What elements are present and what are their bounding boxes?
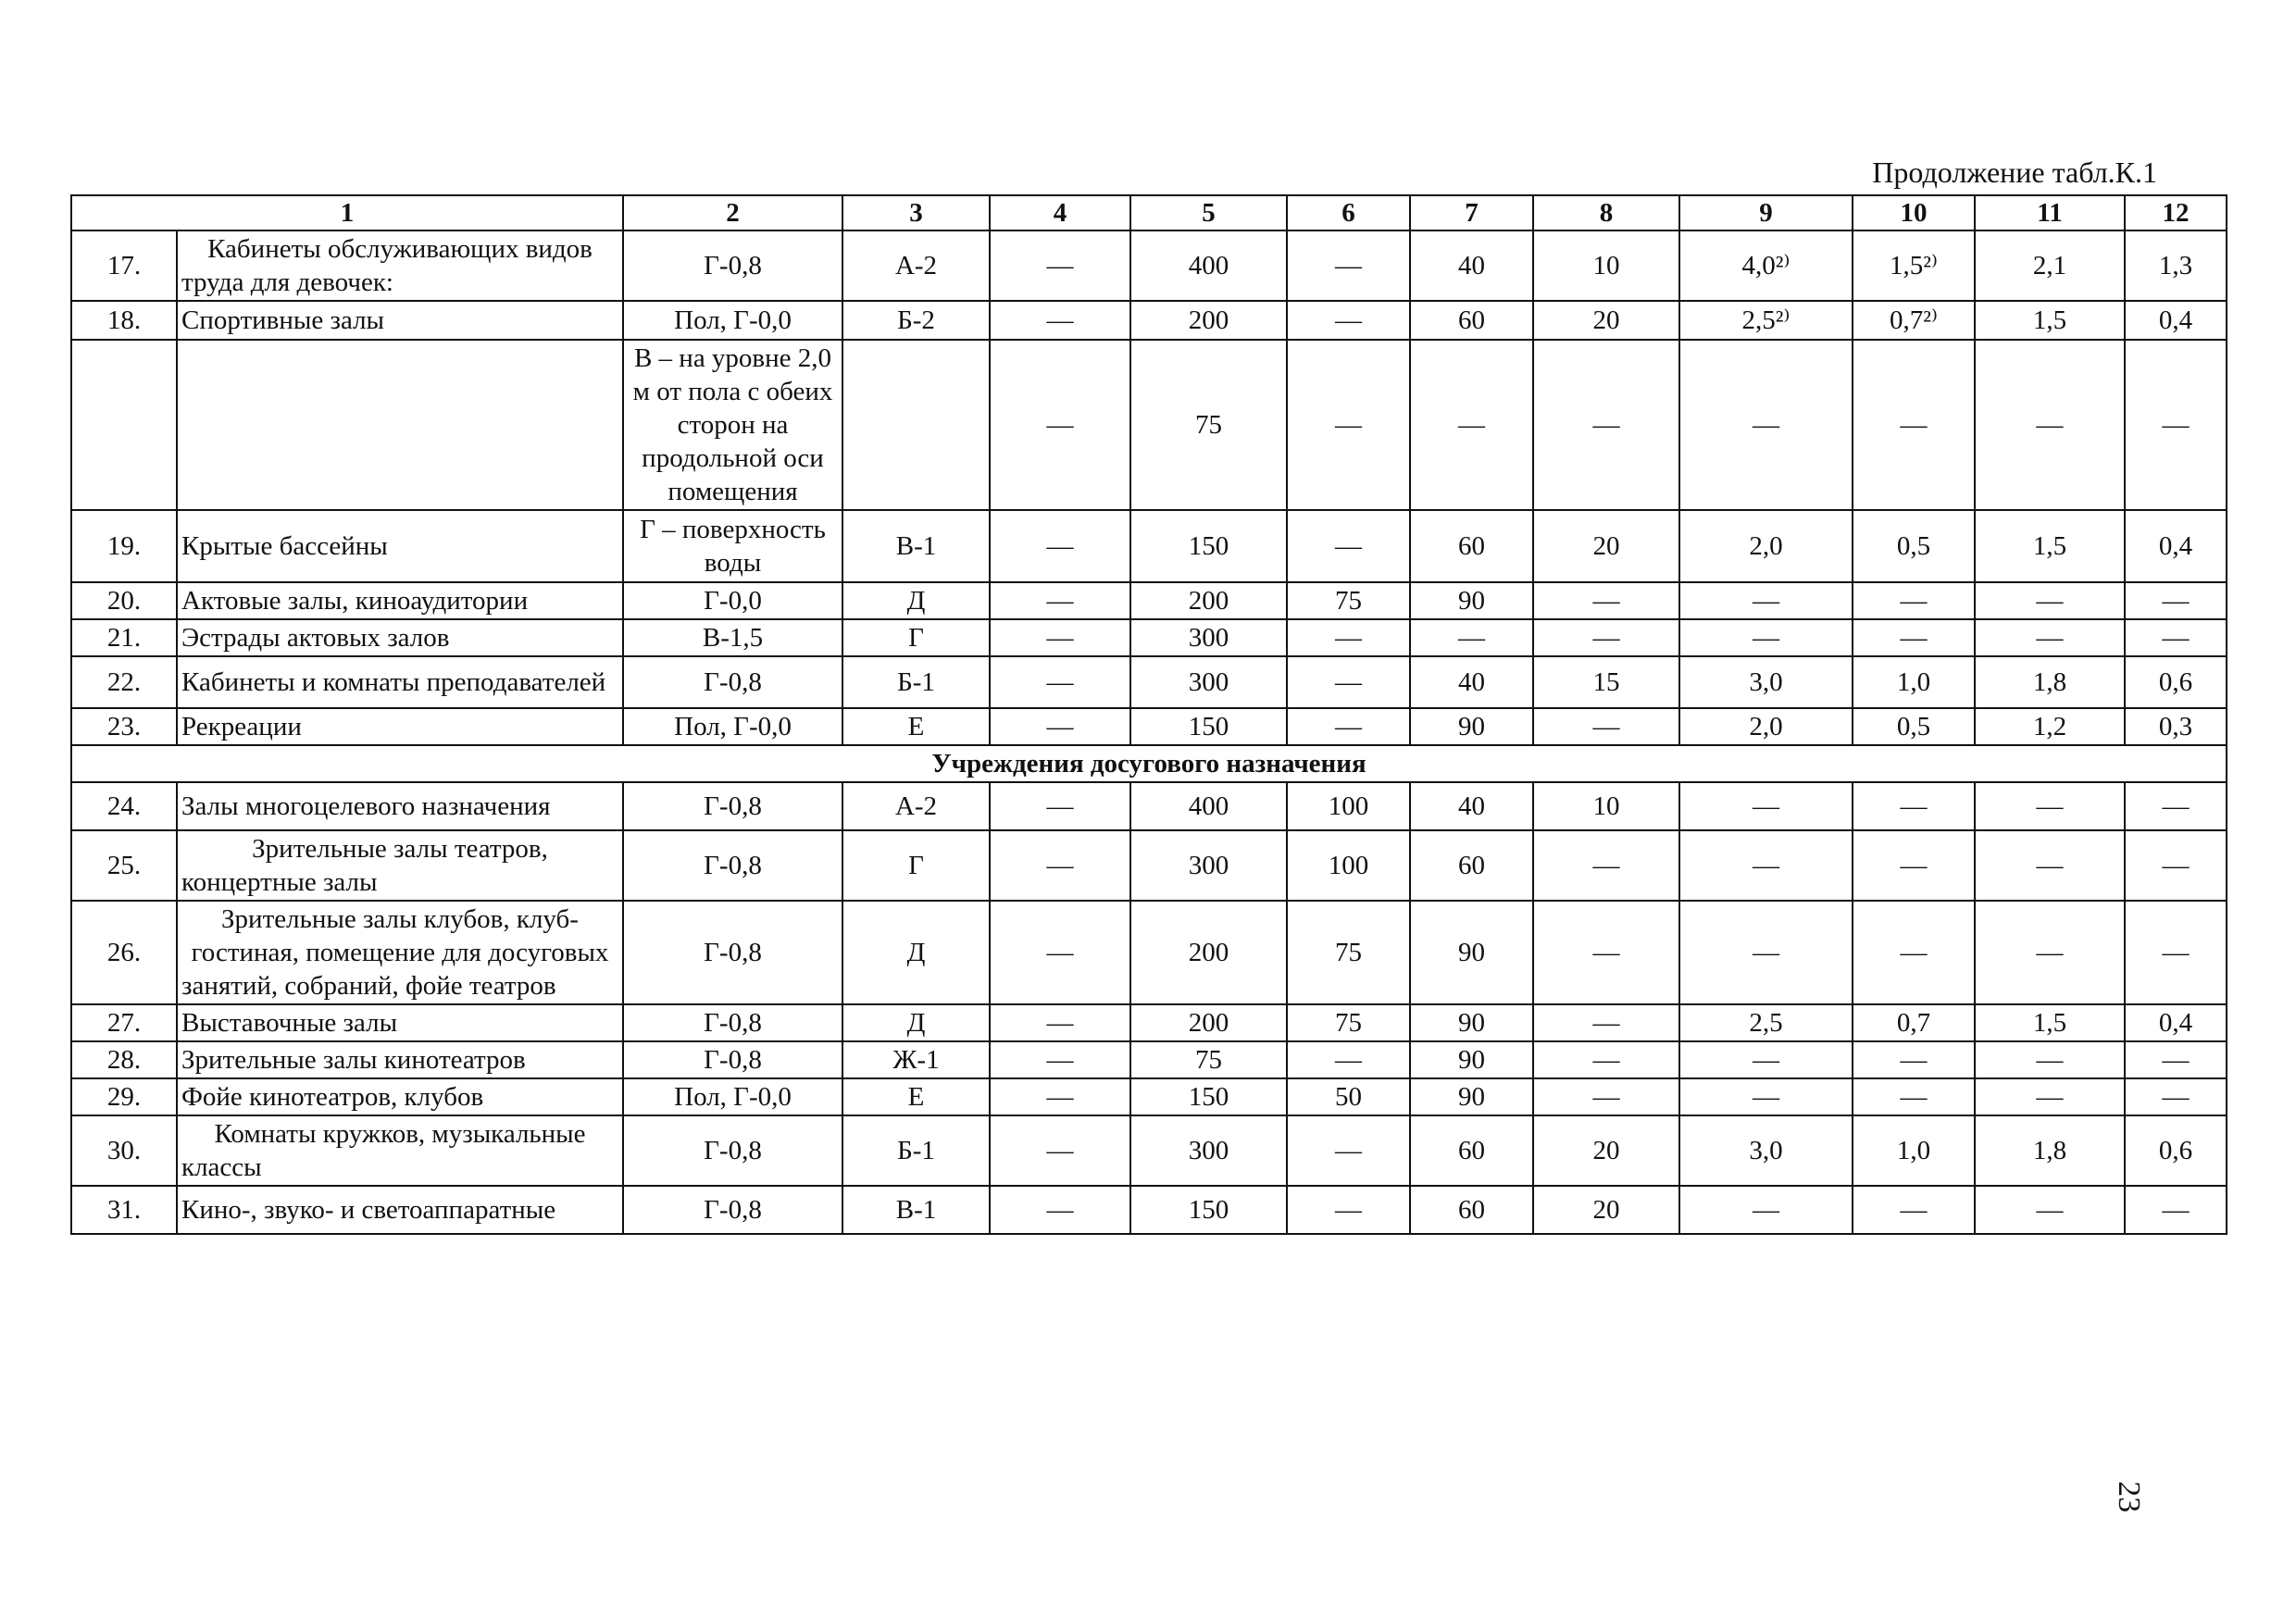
value-cell: 400	[1130, 782, 1287, 830]
value-cell: 0,4	[2125, 510, 2227, 582]
value-cell: 90	[1410, 1078, 1533, 1115]
value-cell: —	[1853, 340, 1975, 510]
value-cell: Г-0,8	[623, 656, 842, 708]
value-cell: Г-0,8	[623, 782, 842, 830]
room-name: Выставочные залы	[177, 1004, 623, 1041]
value-cell: 200	[1130, 901, 1287, 1004]
value-cell: —	[1533, 1004, 1679, 1041]
value-cell: Пол, Г-0,0	[623, 301, 842, 340]
value-cell: —	[1679, 901, 1853, 1004]
value-cell: —	[1853, 619, 1975, 656]
value-cell: 150	[1130, 510, 1287, 582]
value-cell: —	[1533, 1041, 1679, 1078]
row-number: 19.	[71, 510, 177, 582]
value-cell: Д	[842, 901, 990, 1004]
value-cell: —	[1533, 708, 1679, 745]
value-cell: —	[1853, 901, 1975, 1004]
value-cell: —	[1287, 301, 1410, 340]
value-cell: 90	[1410, 1004, 1533, 1041]
value-cell: 75	[1287, 582, 1410, 619]
value-cell: 400	[1130, 230, 1287, 301]
value-cell: Пол, Г-0,0	[623, 1078, 842, 1115]
column-header: 4	[990, 195, 1130, 230]
value-cell	[842, 340, 990, 510]
value-cell: 60	[1410, 510, 1533, 582]
value-cell: 0,5	[1853, 510, 1975, 582]
value-cell: Е	[842, 1078, 990, 1115]
room-name: Спортивные залы	[177, 301, 623, 340]
value-cell: —	[1679, 782, 1853, 830]
value-cell: 2,1	[1975, 230, 2125, 301]
column-header: 9	[1679, 195, 1853, 230]
value-cell: 0,6	[2125, 1115, 2227, 1186]
value-cell: 40	[1410, 656, 1533, 708]
value-cell: 1,5²⁾	[1853, 230, 1975, 301]
value-cell: —	[1853, 830, 1975, 901]
column-header: 10	[1853, 195, 1975, 230]
value-cell: 0,6	[2125, 656, 2227, 708]
value-cell: 20	[1533, 1115, 1679, 1186]
value-cell: Пол, Г-0,0	[623, 708, 842, 745]
value-cell: —	[1853, 782, 1975, 830]
value-cell: —	[1287, 656, 1410, 708]
value-cell: 0,3	[2125, 708, 2227, 745]
value-cell: 90	[1410, 901, 1533, 1004]
value-cell: —	[1975, 830, 2125, 901]
room-name: Комнаты кружков, музыкальные классы	[177, 1115, 623, 1186]
value-cell: —	[1679, 1041, 1853, 1078]
value-cell: 100	[1287, 830, 1410, 901]
value-cell: 40	[1410, 782, 1533, 830]
table-row	[71, 782, 2227, 830]
value-cell: —	[1533, 830, 1679, 901]
value-cell: 40	[1410, 230, 1533, 301]
row-number: 24.	[71, 782, 177, 830]
value-cell: 1,5	[1975, 510, 2125, 582]
value-cell: —	[1287, 708, 1410, 745]
value-cell: 0,4	[2125, 1004, 2227, 1041]
table-row	[71, 619, 2227, 656]
row-number	[71, 340, 177, 510]
room-name: Фойе кинотеатров, клубов	[177, 1078, 623, 1115]
value-cell: 0,4	[2125, 301, 2227, 340]
value-cell: 150	[1130, 1078, 1287, 1115]
value-cell: —	[990, 656, 1130, 708]
value-cell: 200	[1130, 1004, 1287, 1041]
value-cell: —	[990, 510, 1130, 582]
value-cell: 90	[1410, 582, 1533, 619]
value-cell: 10	[1533, 230, 1679, 301]
column-number-row	[71, 195, 2227, 230]
row-number: 30.	[71, 1115, 177, 1186]
room-name: Зрительные залы театров, концертные залы	[177, 830, 623, 901]
value-cell: —	[2125, 782, 2227, 830]
value-cell: Б-2	[842, 301, 990, 340]
value-cell: 1,0	[1853, 1115, 1975, 1186]
row-number: 18.	[71, 301, 177, 340]
value-cell: —	[1679, 619, 1853, 656]
column-header: 2	[623, 195, 842, 230]
table-row	[71, 1078, 2227, 1115]
room-name: Эстрады актовых залов	[177, 619, 623, 656]
table-row	[71, 830, 2227, 901]
value-cell: —	[1853, 1041, 1975, 1078]
column-header: 6	[1287, 195, 1410, 230]
value-cell: —	[1679, 1186, 1853, 1234]
row-number: 23.	[71, 708, 177, 745]
value-cell: —	[2125, 1041, 2227, 1078]
value-cell: Д	[842, 1004, 990, 1041]
column-header: 7	[1410, 195, 1533, 230]
value-cell: —	[2125, 1078, 2227, 1115]
value-cell: 1,8	[1975, 656, 2125, 708]
value-cell: —	[1853, 1078, 1975, 1115]
value-cell: —	[990, 1115, 1130, 1186]
value-cell: Г-0,8	[623, 1004, 842, 1041]
value-cell: —	[2125, 901, 2227, 1004]
value-cell: 4,0²⁾	[1679, 230, 1853, 301]
value-cell: —	[1287, 1041, 1410, 1078]
row-number: 28.	[71, 1041, 177, 1078]
value-cell: 50	[1287, 1078, 1410, 1115]
value-cell: Г-0,8	[623, 1186, 842, 1234]
value-cell: —	[1975, 619, 2125, 656]
value-cell: 1,0	[1853, 656, 1975, 708]
value-cell: 3,0	[1679, 1115, 1853, 1186]
value-cell: —	[2125, 1186, 2227, 1234]
table-row	[71, 340, 2227, 510]
value-cell: 0,5	[1853, 708, 1975, 745]
value-cell: 2,0	[1679, 708, 1853, 745]
room-name: Кино-, звуко- и светоаппаратные	[177, 1186, 623, 1234]
value-cell: —	[1533, 582, 1679, 619]
value-cell: 60	[1410, 830, 1533, 901]
room-name: Рекреации	[177, 708, 623, 745]
value-cell: —	[1975, 901, 2125, 1004]
column-header: 12	[2125, 195, 2227, 230]
value-cell: Г – поверхность воды	[623, 510, 842, 582]
value-cell: —	[1287, 230, 1410, 301]
value-cell: —	[1410, 340, 1533, 510]
value-cell: В – на уровне 2,0 м от пола с обеих сторон на продольной оси помещения	[623, 340, 842, 510]
value-cell: 1,5	[1975, 1004, 2125, 1041]
table-row	[71, 301, 2227, 340]
value-cell: 150	[1130, 1186, 1287, 1234]
value-cell: Д	[842, 582, 990, 619]
value-cell: 90	[1410, 708, 1533, 745]
value-cell: 2,5²⁾	[1679, 301, 1853, 340]
value-cell: —	[2125, 619, 2227, 656]
lighting-norms-table	[70, 194, 2227, 1235]
value-cell: —	[990, 301, 1130, 340]
row-number: 22.	[71, 656, 177, 708]
value-cell: —	[990, 230, 1130, 301]
value-cell: 100	[1287, 782, 1410, 830]
value-cell: —	[990, 782, 1130, 830]
value-cell: 60	[1410, 301, 1533, 340]
table-row	[71, 901, 2227, 1004]
column-header: 11	[1975, 195, 2125, 230]
section-title: Учреждения досугового назначения	[71, 745, 2227, 782]
row-number: 26.	[71, 901, 177, 1004]
value-cell: —	[990, 1078, 1130, 1115]
table-row	[71, 1041, 2227, 1078]
room-name: Актовые залы, киноаудитории	[177, 582, 623, 619]
value-cell: 20	[1533, 301, 1679, 340]
value-cell: —	[1853, 1186, 1975, 1234]
room-name: Зрительные залы клубов, клуб-гостиная, помещение для досуговых занятий, собраний, фойе театров	[177, 901, 623, 1004]
value-cell: 150	[1130, 708, 1287, 745]
value-cell: В-1	[842, 510, 990, 582]
value-cell: —	[1975, 782, 2125, 830]
table-row	[71, 656, 2227, 708]
value-cell: —	[1975, 582, 2125, 619]
value-cell: Г	[842, 830, 990, 901]
table-row	[71, 582, 2227, 619]
value-cell: —	[1287, 619, 1410, 656]
value-cell: 200	[1130, 301, 1287, 340]
value-cell: —	[1679, 582, 1853, 619]
table-row	[71, 230, 2227, 301]
value-cell: А-2	[842, 782, 990, 830]
value-cell: 60	[1410, 1186, 1533, 1234]
value-cell: —	[990, 582, 1130, 619]
column-header: 8	[1533, 195, 1679, 230]
value-cell: 10	[1533, 782, 1679, 830]
page-number: 23	[2112, 1481, 2146, 1513]
value-cell: —	[990, 619, 1130, 656]
value-cell: —	[1853, 582, 1975, 619]
table-row	[71, 1004, 2227, 1041]
value-cell: —	[1410, 619, 1533, 656]
room-name: Зрительные залы кинотеатров	[177, 1041, 623, 1078]
value-cell: —	[990, 901, 1130, 1004]
value-cell: —	[1533, 619, 1679, 656]
value-cell: В-1,5	[623, 619, 842, 656]
value-cell: —	[1533, 1078, 1679, 1115]
value-cell: 1,5	[1975, 301, 2125, 340]
room-name	[177, 340, 623, 510]
value-cell: —	[1287, 1115, 1410, 1186]
row-number: 20.	[71, 582, 177, 619]
value-cell: —	[1975, 1041, 2125, 1078]
row-number: 25.	[71, 830, 177, 901]
value-cell: —	[1287, 1186, 1410, 1234]
value-cell: —	[1287, 340, 1410, 510]
value-cell: —	[990, 340, 1130, 510]
value-cell: 75	[1287, 901, 1410, 1004]
value-cell: Б-1	[842, 1115, 990, 1186]
row-number: 29.	[71, 1078, 177, 1115]
value-cell: —	[1975, 1078, 2125, 1115]
table-row	[71, 1186, 2227, 1234]
value-cell: А-2	[842, 230, 990, 301]
value-cell: —	[1679, 1078, 1853, 1115]
section-row	[71, 745, 2227, 782]
value-cell: 75	[1130, 340, 1287, 510]
value-cell: —	[1679, 830, 1853, 901]
table-row	[71, 1115, 2227, 1186]
column-header: 3	[842, 195, 990, 230]
value-cell: —	[1679, 340, 1853, 510]
column-header: 5	[1130, 195, 1287, 230]
table-row	[71, 708, 2227, 745]
value-cell: —	[2125, 830, 2227, 901]
value-cell: 200	[1130, 582, 1287, 619]
column-header: 1	[71, 195, 623, 230]
value-cell: 90	[1410, 1041, 1533, 1078]
room-name: Кабинеты обслуживающих видов труда для девочек:	[177, 230, 623, 301]
table-caption: Продолжение табл.К.1	[1872, 156, 2157, 189]
value-cell: В-1	[842, 1186, 990, 1234]
room-name: Крытые бассейны	[177, 510, 623, 582]
row-number: 17.	[71, 230, 177, 301]
value-cell: 300	[1130, 830, 1287, 901]
value-cell: 15	[1533, 656, 1679, 708]
value-cell: —	[1287, 510, 1410, 582]
value-cell: —	[1975, 340, 2125, 510]
value-cell: —	[2125, 582, 2227, 619]
value-cell: —	[1975, 1186, 2125, 1234]
table-row	[71, 510, 2227, 582]
room-name: Кабинеты и комнаты преподавателей	[177, 656, 623, 708]
value-cell: 20	[1533, 510, 1679, 582]
room-name: Залы многоцелевого назначения	[177, 782, 623, 830]
value-cell: Г-0,8	[623, 830, 842, 901]
value-cell: —	[990, 708, 1130, 745]
value-cell: 0,7²⁾	[1853, 301, 1975, 340]
value-cell: 300	[1130, 656, 1287, 708]
value-cell: 1,2	[1975, 708, 2125, 745]
value-cell: 60	[1410, 1115, 1533, 1186]
value-cell: —	[990, 1004, 1130, 1041]
value-cell: 1,8	[1975, 1115, 2125, 1186]
value-cell: 75	[1130, 1041, 1287, 1078]
value-cell: Г-0,8	[623, 230, 842, 301]
value-cell: Е	[842, 708, 990, 745]
row-number: 27.	[71, 1004, 177, 1041]
value-cell: 2,5	[1679, 1004, 1853, 1041]
row-number: 21.	[71, 619, 177, 656]
value-cell: 75	[1287, 1004, 1410, 1041]
value-cell: Г-0,8	[623, 1041, 842, 1078]
value-cell: 300	[1130, 619, 1287, 656]
value-cell: 0,7	[1853, 1004, 1975, 1041]
value-cell: —	[1533, 340, 1679, 510]
value-cell: 3,0	[1679, 656, 1853, 708]
value-cell: Б-1	[842, 656, 990, 708]
value-cell: 1,3	[2125, 230, 2227, 301]
value-cell: —	[1533, 901, 1679, 1004]
value-cell: Ж-1	[842, 1041, 990, 1078]
value-cell: 20	[1533, 1186, 1679, 1234]
value-cell: Г-0,0	[623, 582, 842, 619]
value-cell: Г-0,8	[623, 1115, 842, 1186]
value-cell: —	[990, 830, 1130, 901]
value-cell: —	[2125, 340, 2227, 510]
value-cell: 2,0	[1679, 510, 1853, 582]
value-cell: —	[990, 1186, 1130, 1234]
value-cell: Г-0,8	[623, 901, 842, 1004]
value-cell: 300	[1130, 1115, 1287, 1186]
row-number: 31.	[71, 1186, 177, 1234]
value-cell: Г	[842, 619, 990, 656]
value-cell: —	[990, 1041, 1130, 1078]
